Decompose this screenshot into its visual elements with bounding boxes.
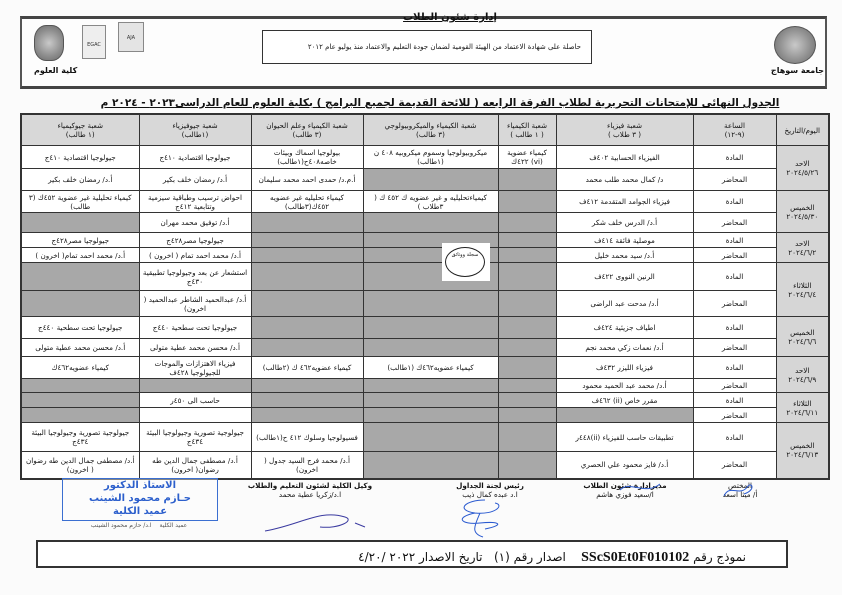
course-cell: بيولوجيا اسماك وبيئات خاصه٤٠٨ح(١طالب) <box>251 146 363 169</box>
column-header-title: شعبة فيزياء <box>607 121 642 130</box>
university-name: جامعة سوهاج <box>770 66 824 75</box>
signature-name: أ/ ميثا اسعد <box>722 490 758 499</box>
exam-date: ٢٠٢٤/٦/١١ <box>786 407 819 417</box>
exam-date: ٢٠٢٤/٥/٢٦ <box>786 168 819 177</box>
egac-logo-icon <box>82 25 106 59</box>
subject-row <box>21 191 829 213</box>
subject-label-cell: المادة <box>693 233 776 248</box>
empty-cell <box>498 379 556 393</box>
signature-name: ا/سعيد فوزي هاشم <box>596 490 654 499</box>
column-header <box>498 114 556 146</box>
column-header <box>21 114 139 146</box>
day-date-cell <box>776 233 829 263</box>
column-header-title: شعبة الكيمياء <box>506 121 547 130</box>
empty-cell <box>498 169 556 191</box>
course-cell: جيولوجيا تحت سطحية ٤٤٠ج <box>21 317 139 339</box>
exam-schedule-table <box>20 113 830 480</box>
subject-label-cell: المادة <box>693 423 776 452</box>
day-date-cell <box>776 146 829 191</box>
empty-cell <box>363 213 498 233</box>
aja-logo-icon <box>118 22 144 52</box>
empty-cell <box>21 379 139 393</box>
signature-role: عميد الكلية <box>159 522 188 529</box>
empty-cell <box>498 291 556 317</box>
lecturer-cell: أ.د/ محمد احمد تمام ( اخرون ) <box>139 248 251 263</box>
subject-label-cell: المادة <box>693 357 776 379</box>
accreditation-note: حاصلة على شهادة الاعتماد من الهيئة القومية لضمان جودة التعليم والاعتماد منذ يوليو عام ٢٠١٢ <box>262 30 592 64</box>
exam-date: ٢٠٢٤/٦/٤ <box>788 289 817 299</box>
empty-cell <box>251 248 363 263</box>
lecturer-cell: أ.د/ عبدالحميد الشاطر عبدالحميد ( اخرون) <box>139 291 251 317</box>
department-name: إدارة شئون الطلاب <box>403 12 497 23</box>
lecturer-cell: د/ كمال محمد طلب محمد <box>556 169 693 191</box>
empty-cell <box>498 233 556 248</box>
subject-row <box>21 233 829 248</box>
lecturer-cell: أ.د/ محمد عبد الحميد محمود <box>556 379 693 393</box>
model-label: نموذج رقم <box>693 550 746 564</box>
course-cell: ميكروبيولوجيا وسموم ميكروبيه ٤٠٨ ن (١طالب) <box>363 146 498 169</box>
form-footer <box>36 540 788 568</box>
course-cell: فيزياء الاهتزازات والموجات للجيولوجيا ٤٢٨ف <box>139 357 251 379</box>
exam-date: ٢٠٢٤/٦/٦ <box>788 336 817 346</box>
issue-label: اصدار رقم (١) <box>493 550 566 564</box>
lecturer-cell: أ.م.د/ حمدى احمد محمد سليمان <box>251 169 363 191</box>
lecturer-row <box>21 379 829 393</box>
lecturer-label-cell: المحاضر <box>693 339 776 357</box>
subject-label-cell: المادة <box>693 393 776 408</box>
empty-cell <box>363 317 498 339</box>
lecturer-cell: أ.د/ الدرس خلف شكر <box>556 213 693 233</box>
lecturer-cell: أ.د/ نعمات زكي محمد نجم <box>556 339 693 357</box>
empty-cell <box>251 291 363 317</box>
lecturer-cell: أ.د/ محمد احمد تمام( اخرون ) <box>21 248 139 263</box>
lecturer-cell: أ.د/ محسن محمد عطية متولى <box>21 339 139 357</box>
lecturer-row <box>21 213 829 233</box>
subject-row <box>21 423 829 452</box>
lecturer-label-cell: المحاضر <box>693 408 776 423</box>
column-header <box>693 114 776 146</box>
archive-stamp <box>442 243 490 281</box>
lecturer-label-cell: المحاضر <box>693 379 776 393</box>
course-cell: جيولوجيا مصر٤٢٨ج <box>139 233 251 248</box>
lecturer-label-cell: المحاضر <box>693 213 776 233</box>
column-header-title: الساعة <box>724 121 745 130</box>
director-signature-icon <box>615 478 665 498</box>
course-cell: جيولوجية تصورية وجيولوجيا البيئة ٤٣٤ج <box>139 423 251 452</box>
day-date-cell <box>776 423 829 479</box>
lecturer-cell: أ.د/ مصطفى جمال الدين طه رضوان ( اخرون) <box>21 452 139 479</box>
signature-role: المختص <box>728 481 752 490</box>
lecturer-cell: أ.د/ مدحت عبد الراضى <box>556 291 693 317</box>
signature-role: وكيل الكلية لشئون التعليم والطلاب <box>247 481 373 490</box>
empty-cell <box>251 263 363 291</box>
specialist-signature-icon <box>720 478 760 503</box>
course-cell: جيولوجيا اقتصادية ٤١٠ج <box>139 146 251 169</box>
empty-cell <box>498 191 556 213</box>
lecturer-cell: أ.د/ محسن محمد عطية متولى <box>139 339 251 357</box>
column-header <box>139 114 251 146</box>
aja-logo-text: AJA <box>126 35 136 41</box>
lecturer-label-cell: المحاضر <box>693 169 776 191</box>
column-header-title: اليوم/التاريخ <box>784 125 821 135</box>
signature-role: رئيس لجنة الجداول <box>456 481 524 490</box>
course-cell: جيولوجيا تحت سطحية ٤٤٠ج <box>139 317 251 339</box>
empty-cell <box>21 393 139 408</box>
empty-cell <box>498 357 556 379</box>
day-name: الخميس <box>790 202 815 212</box>
day-date-cell <box>776 317 829 357</box>
lecturer-row <box>21 408 829 423</box>
lecturer-row <box>21 248 829 263</box>
empty-cell <box>498 393 556 408</box>
empty-cell <box>251 233 363 248</box>
dean-stamp <box>62 478 218 521</box>
course-cell: جيولوجيا اقتصادية ٤١٠ج <box>21 146 139 169</box>
column-header-count: (١ طالب) <box>65 130 95 139</box>
issue-date-label: تاريخ الاصدار <box>419 550 483 564</box>
course-cell: كيمياء عضويه٤٦٢ك (١طالب) <box>363 357 498 379</box>
signature-name: ا.د/ حازم محمود الشينب <box>90 522 152 529</box>
lecturer-cell <box>139 408 251 423</box>
column-header-title: شعبة جيوكيمياء <box>57 121 104 130</box>
dean-stamp-line1: الاستاذ الدكتور <box>103 480 177 491</box>
faculty-seal-icon <box>34 25 64 61</box>
lecturer-cell: أ.د/ محمد فرج السيد جدول ( اخرون) <box>251 452 363 479</box>
course-cell: موصلية فائقة ٤١٤ف <box>556 233 693 248</box>
faculty-name: كلية العلوم <box>34 66 78 75</box>
empty-cell <box>498 339 556 357</box>
signature-block-vice-dean <box>240 481 380 499</box>
day-name: الخميس <box>790 327 815 337</box>
empty-cell <box>498 408 556 423</box>
exam-date: ٢٠٢٤/٥/٣٠ <box>786 211 819 221</box>
column-header <box>556 114 693 146</box>
course-cell: كيمياء تحليليه غير عضويه ٤٥٢ك(٣طالب) <box>251 191 363 213</box>
lecturer-cell: أ.د/ فايز محمود علي الحصري <box>556 452 693 479</box>
course-cell: احواض ترسيب وطباقية سيزمية وتتابعية ٤١٢ج <box>139 191 251 213</box>
day-date-cell <box>776 393 829 423</box>
column-header-title: شعبة جيوفيزياء <box>172 121 218 130</box>
signature-role: مديرادارة شئون الطلاب <box>583 481 667 490</box>
subject-row <box>21 393 829 408</box>
course-cell: كيمياء تحليلية غير عضوية ٤٥٢ك (٣ طالب) <box>21 191 139 213</box>
lecturer-cell: أ.د/ توفيق محمد مهران <box>139 213 251 233</box>
lecturer-label-cell: المحاضر <box>693 248 776 263</box>
empty-cell <box>363 291 498 317</box>
lecturer-cell: أ.د/ مصطفى جمال الدين طه رضوان( اخرون) <box>139 452 251 479</box>
lecturer-label-cell: المحاضر <box>693 291 776 317</box>
lecturer-cell: أ.د/ رمضان خلف بكير <box>139 169 251 191</box>
subject-row <box>21 357 829 379</box>
course-cell: فيزياء الجوامد المتقدمة ٤١٢ف <box>556 191 693 213</box>
empty-cell <box>363 169 498 191</box>
subject-row <box>21 146 829 169</box>
lecturer-label-cell: المحاضر <box>693 452 776 479</box>
day-name: الثلاثاء <box>793 280 812 290</box>
column-header-count: (١طالب) <box>181 130 209 139</box>
empty-cell <box>251 213 363 233</box>
course-cell: حاسب الى ٤٥٠ر <box>139 393 251 408</box>
empty-cell <box>251 339 363 357</box>
empty-cell <box>363 452 498 479</box>
lecturer-row <box>21 452 829 479</box>
vice-dean-signature-icon <box>260 505 380 535</box>
column-header-count: ( ١ طالب ) <box>510 130 544 139</box>
lecturer-cell: أ.د/ رمضان خلف بكير <box>21 169 139 191</box>
page-title: الجدول النهائى للإمتحانات التحريرية لطلاب الفرقة الرابعه ( للائحة القديمة لجميع البرامج ) بكلية العلوم للعام الدراسى٢٠٢٣ - ٢٠٢٤ م <box>100 97 780 109</box>
subject-row <box>21 317 829 339</box>
column-header <box>251 114 363 146</box>
subject-label-cell: المادة <box>693 191 776 213</box>
egac-logo-text: EGAC <box>87 42 101 48</box>
column-header-count: ( ٣ طلاب ) <box>607 130 642 139</box>
empty-cell <box>498 423 556 452</box>
day-name: الاحد <box>795 159 810 168</box>
course-cell: تطبيقات حاسب للفيزياء (ii)٤٤٨ر <box>556 423 693 452</box>
subject-label-cell: المادة <box>693 146 776 169</box>
empty-cell <box>498 248 556 263</box>
column-header-count: (٣ طالب) <box>416 130 445 139</box>
column-header-title: شعبة الكيمياء والميكروبيولوجي <box>384 121 477 130</box>
lecturer-row <box>21 291 829 317</box>
day-date-cell <box>776 191 829 233</box>
empty-cell <box>498 263 556 291</box>
column-header-title: شعبة الكيمياء وعلم الحيوان <box>266 121 348 130</box>
course-cell: كيمياء عضويه٤٦٢ك <box>21 357 139 379</box>
empty-cell <box>251 408 363 423</box>
course-cell: كيمياء عضوية (vi) ٤٢٢ك <box>498 146 556 169</box>
empty-cell <box>498 213 556 233</box>
empty-cell <box>21 213 139 233</box>
column-header <box>776 114 829 146</box>
subject-label-cell: المادة <box>693 317 776 339</box>
course-cell: فيزياء الليزر ٤٣٢ف <box>556 357 693 379</box>
issue-date: ٢٠٢٢ /٤/٢٠ <box>358 550 416 564</box>
course-cell: الفيزياء الحسابية ٤٠٢ف <box>556 146 693 169</box>
signature-name: ا.د عبده كمال ذيب <box>462 490 518 499</box>
day-date-cell <box>776 357 829 393</box>
empty-cell <box>363 423 498 452</box>
course-cell: الرنين النووى ٤٢٢ف <box>556 263 693 291</box>
signature-name: ا.د/زكريا عطية محمد <box>278 490 342 499</box>
empty-cell <box>21 291 139 317</box>
header-row <box>21 114 829 146</box>
lecturer-cell: أ.د/ سيد محمد خليل <box>556 248 693 263</box>
empty-cell <box>251 393 363 408</box>
course-cell: جيولوجية تصورية وجيولوجيا البيئة ٤٣٤ج <box>21 423 139 452</box>
day-name: الثلاثاء <box>793 398 812 408</box>
empty-cell <box>556 408 693 423</box>
empty-cell <box>21 263 139 291</box>
empty-cell <box>21 408 139 423</box>
lecturer-row <box>21 169 829 191</box>
course-cell: كيمياءتحليليه و غير عضويه ك ٤٥٢ ك ( ٣طلاب ) <box>363 191 498 213</box>
lecturer-row <box>21 339 829 357</box>
column-header-count: (٩-١٢) <box>724 130 745 139</box>
course-cell: جيولوجيا مصر٤٢٨ج <box>21 233 139 248</box>
day-date-cell <box>776 263 829 317</box>
schedules-head-signature-icon <box>445 495 525 539</box>
subject-label-cell: المادة <box>693 263 776 291</box>
empty-cell <box>363 339 498 357</box>
day-name: الاحد <box>795 365 810 375</box>
course-cell: اطياف جزيئية ٤٢٤ف <box>556 317 693 339</box>
column-header-count: (٣ طالب) <box>292 130 322 139</box>
day-name: الخميس <box>790 441 815 451</box>
empty-cell <box>251 379 363 393</box>
course-cell: فسيولوجيا وسلوك ٤١٢ ح(١طالب) <box>251 423 363 452</box>
university-seal-icon <box>774 26 816 64</box>
course-cell: كيمياء عضويه٤٦٢ ك (٢طالب) <box>251 357 363 379</box>
empty-cell <box>498 452 556 479</box>
model-code: SScS0Et0F010102 <box>581 550 690 565</box>
exam-date: ٢٠٢٤/٦/٢ <box>788 247 817 257</box>
empty-cell <box>498 317 556 339</box>
course-cell: مقرر خاص (ii) ٤٦٢ف <box>556 393 693 408</box>
empty-cell <box>139 379 251 393</box>
column-header <box>363 114 498 146</box>
empty-cell <box>363 379 498 393</box>
empty-cell <box>363 393 498 408</box>
archive-stamp-text: سجلة ووثائق <box>445 247 485 277</box>
empty-cell <box>363 408 498 423</box>
exam-date: ٢٠٢٤/٦/٩ <box>788 374 817 384</box>
course-cell: استشعار عن بعد وجيولوجيا تطبيقية ٤٣٠ج <box>139 263 251 291</box>
signature-block-dean <box>62 522 216 529</box>
day-name: الاحد <box>795 238 810 248</box>
dean-stamp-line3: عميد الكلية <box>112 506 168 517</box>
exam-date: ٢٠٢٤/٦/١٣ <box>786 450 819 460</box>
subject-row <box>21 263 829 291</box>
empty-cell <box>251 317 363 339</box>
dean-stamp-line2: حـازم محمود الشينب <box>88 493 192 504</box>
